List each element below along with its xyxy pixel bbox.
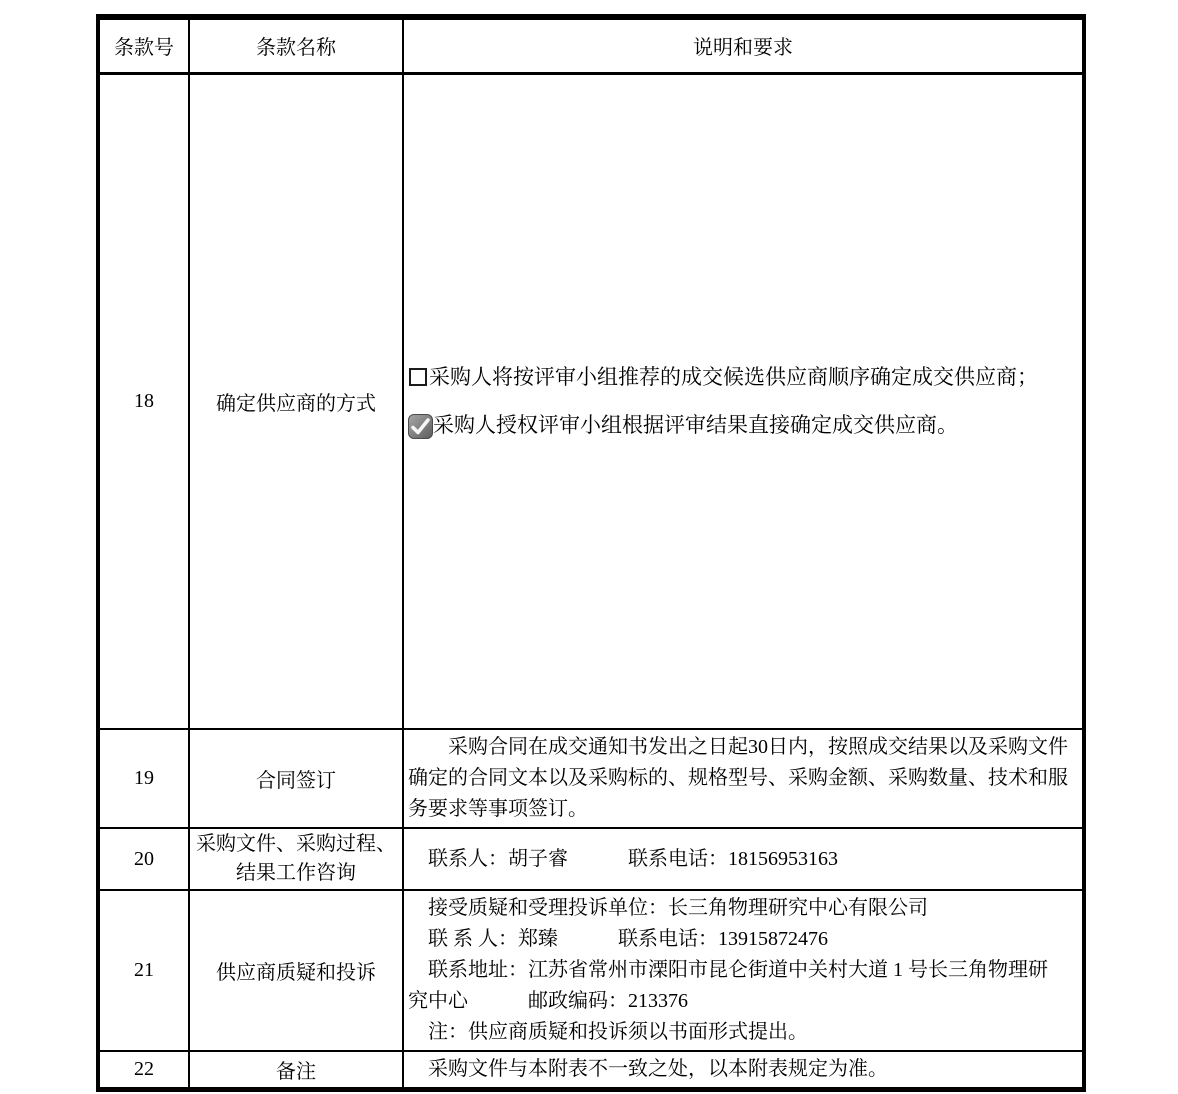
clauses-table [96,14,1086,1092]
table-row [98,828,1084,890]
checkbox-checked-icon[interactable] [408,414,433,439]
desc-line: 注：供应商质疑和投诉须以书面形式提出。 [408,1021,808,1043]
clause-name-line: 采购文件、采购过程、 [196,833,396,855]
clause-desc [403,890,1084,1051]
checkbox-unchecked-icon[interactable] [409,368,427,386]
clause-no: 21 [98,890,189,1051]
desc-line: 接受质疑和受理投诉单位：长三角物理研究中心有限公司 [408,897,928,919]
desc-line: 采购合同在成交通知书发出之日起30日内，按照成交结果以及采购文件 [408,736,1068,758]
clause-desc [403,1051,1084,1090]
clause-no: 18 [98,73,189,729]
clause-no: 19 [98,729,189,828]
clause-name: 合同签订 [189,729,403,828]
clause-name: 供应商质疑和投诉 [189,890,403,1051]
table-row [98,73,1084,729]
desc-line: 联系地址：江苏省常州市溧阳市昆仑街道中关村大道 1 号长三角物理研 [408,959,1048,981]
table-row [98,1051,1084,1090]
clause-no: 20 [98,828,189,890]
desc-line: 联 系 人：郑臻 联系电话：13915872476 [408,928,828,950]
desc-line: 联系人：胡子睿 联系电话：18156953163 [408,847,838,870]
clause-name-line: 结果工作咨询 [236,862,356,884]
clause-desc [403,729,1084,828]
option-row-checked [408,410,1078,440]
desc-line: 究中心 邮政编码：213376 [408,990,688,1012]
clause-no: 22 [98,1051,189,1090]
desc-line: 采购文件与本附表不一致之处，以本附表规定为准。 [408,1058,888,1080]
table-header-row [98,17,1084,73]
clause-name [189,828,403,890]
option-row-unchecked [408,362,1078,392]
desc-line: 务要求等事项签订。 [408,798,588,820]
header-clause-name: 条款名称 [189,17,403,73]
header-description: 说明和要求 [403,17,1084,73]
desc-line: 确定的合同文本以及采购标的、规格型号、采购金额、采购数量、技术和服 [408,767,1068,789]
option-text: 采购人授权评审小组根据评审结果直接确定成交供应商。 [433,413,958,438]
option-text: 采购人将按评审小组推荐的成交候选供应商顺序确定成交供应商； [429,365,1038,390]
clause-desc [403,73,1084,729]
table-row [98,890,1084,1051]
clause-name: 确定供应商的方式 [189,73,403,729]
header-clause-no: 条款号 [98,17,189,73]
clause-name: 备注 [189,1051,403,1090]
table-row [98,729,1084,828]
clause-desc [403,828,1084,890]
